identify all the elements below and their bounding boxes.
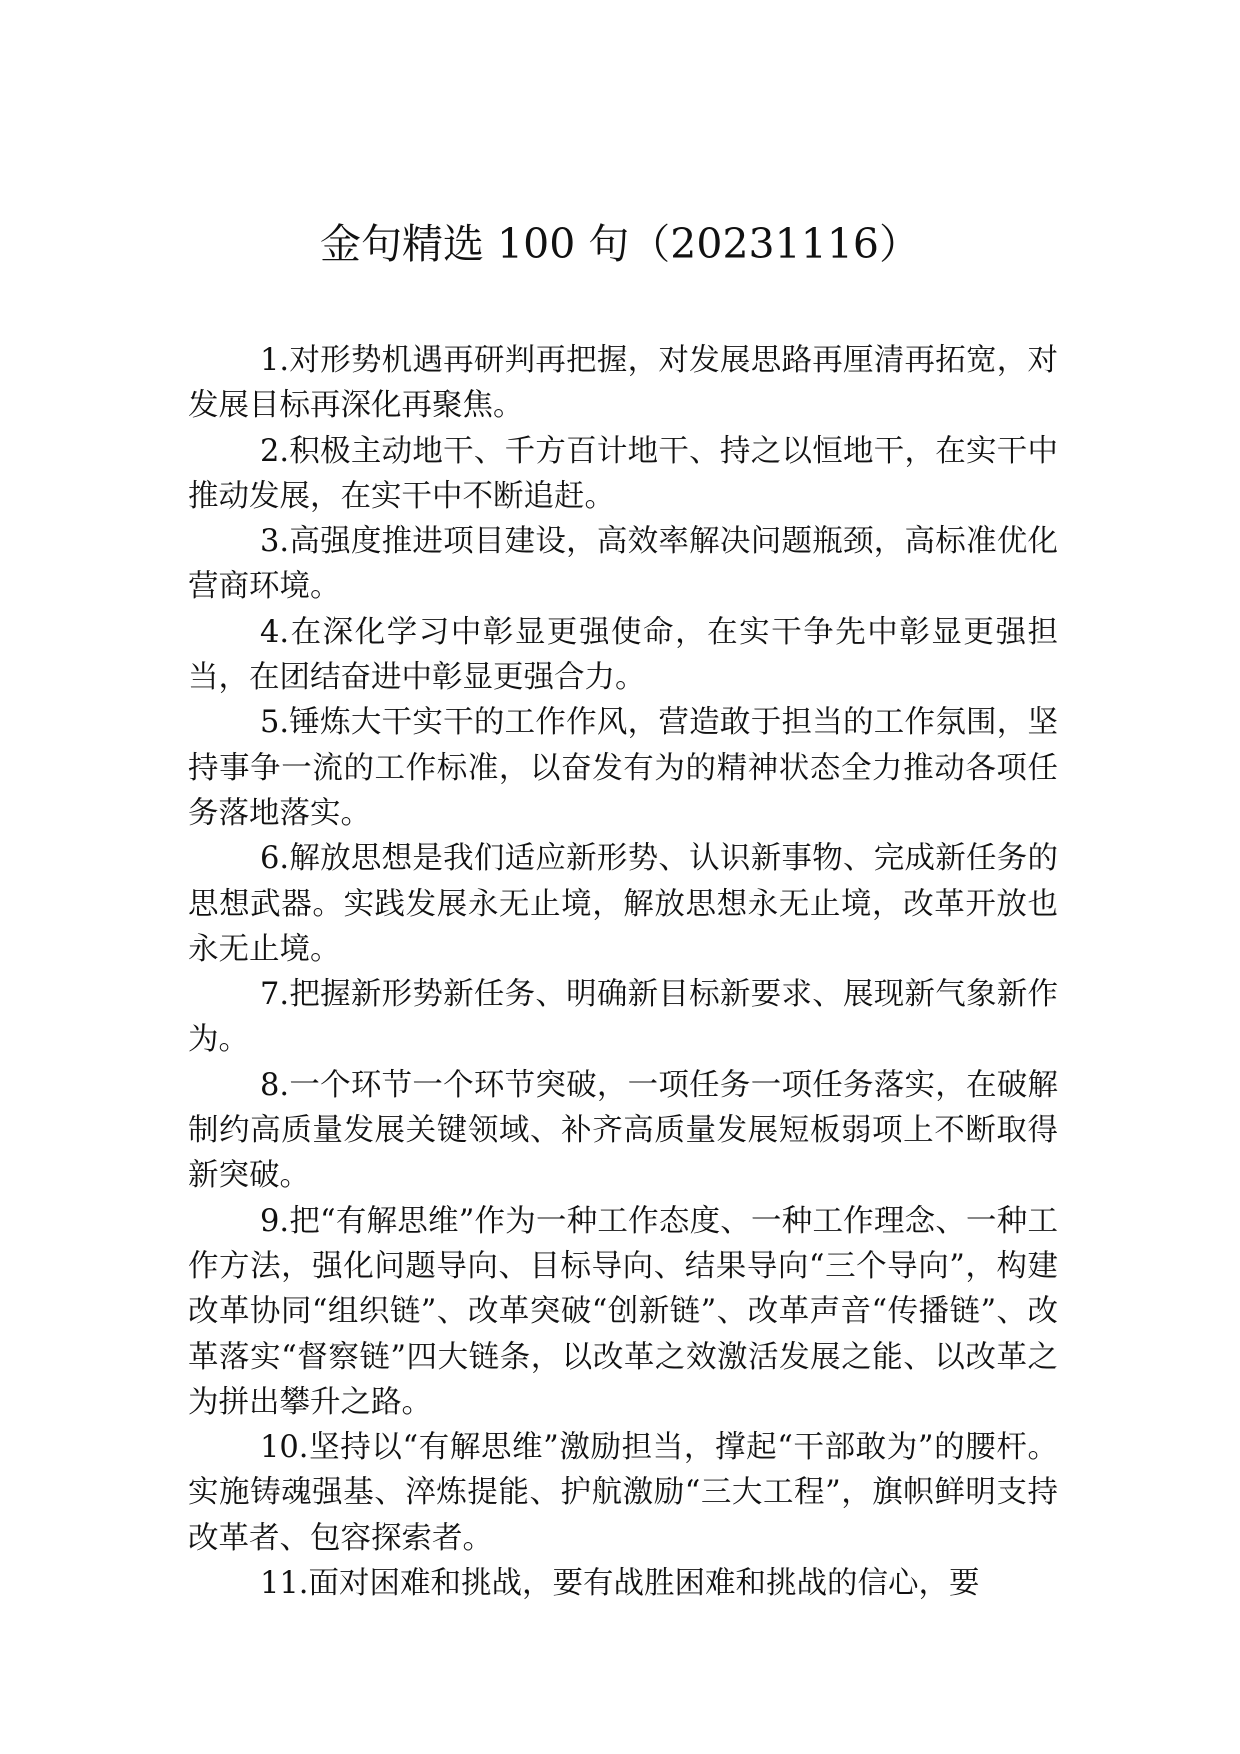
paragraph-4: 4.在深化学习中彰显更强使命，在实干争先中彰显更强担当，在团结奋进中彰显更强合力。 [188, 614, 1058, 696]
paragraph-9: 9.把“有解思维”作为一种工作态度、一种工作理念、一种工作方法，强化问题导向、目标导向、结果导向“三个导向”，构建改革协同“组织链”、改革突破“创新链”、改革声音“传播链”、改革落实“督察链”四大链条，以改革之效激活发展之能、以改革之为拼出攀升之路。 [188, 1203, 1058, 1420]
paragraph-8: 8.一个环节一个环节突破，一项任务一项任务落实，在破解制约高质量发展关键领域、补齐高质量发展短板弱项上不断取得新突破。 [188, 1067, 1058, 1194]
document-title: 金句精选 100 句（20231116） [319, 220, 920, 268]
paragraph-3: 3.高强度推进项目建设，高效率解决问题瓶颈，高标准优化营商环境。 [188, 524, 1058, 605]
paragraph-2: 2.积极主动地干、千方百计地干、持之以恒地干，在实干中推动发展，在实干中不断追赶。 [188, 433, 1058, 514]
paragraph-5: 5.锤炼大干实干的工作作风，营造敢于担当的工作氛围，坚持事争一流的工作标准，以奋发有为的精神状态全力推动各项任务落地落实。 [188, 705, 1058, 831]
document-body [188, 338, 1058, 1606]
paragraph-11: 11.面对困难和挑战，要有战胜困难和挑战的信心，要 [260, 1566, 980, 1602]
paragraph-6: 6.解放思想是我们适应新形势、认识新事物、完成新任务的思想武器。实践发展永无止境，解放思想永无止境，改革开放也永无止境。 [188, 841, 1058, 967]
paragraph-1: 1.对形势机遇再研判再把握，对发展思路再厘清再拓宽，对发展目标再深化再聚焦。 [188, 343, 1058, 424]
paragraph-10: 10.坚持以“有解思维”激励担当，撑起“干部敢为”的腰杆。实施铸魂强基、淬炼提能、护航激励“三大工程”，旗帜鲜明支持改革者、包容探索者。 [188, 1430, 1058, 1556]
paragraph-7: 7.把握新形势新任务、明确新目标新要求、展现新气象新作为。 [188, 977, 1058, 1058]
